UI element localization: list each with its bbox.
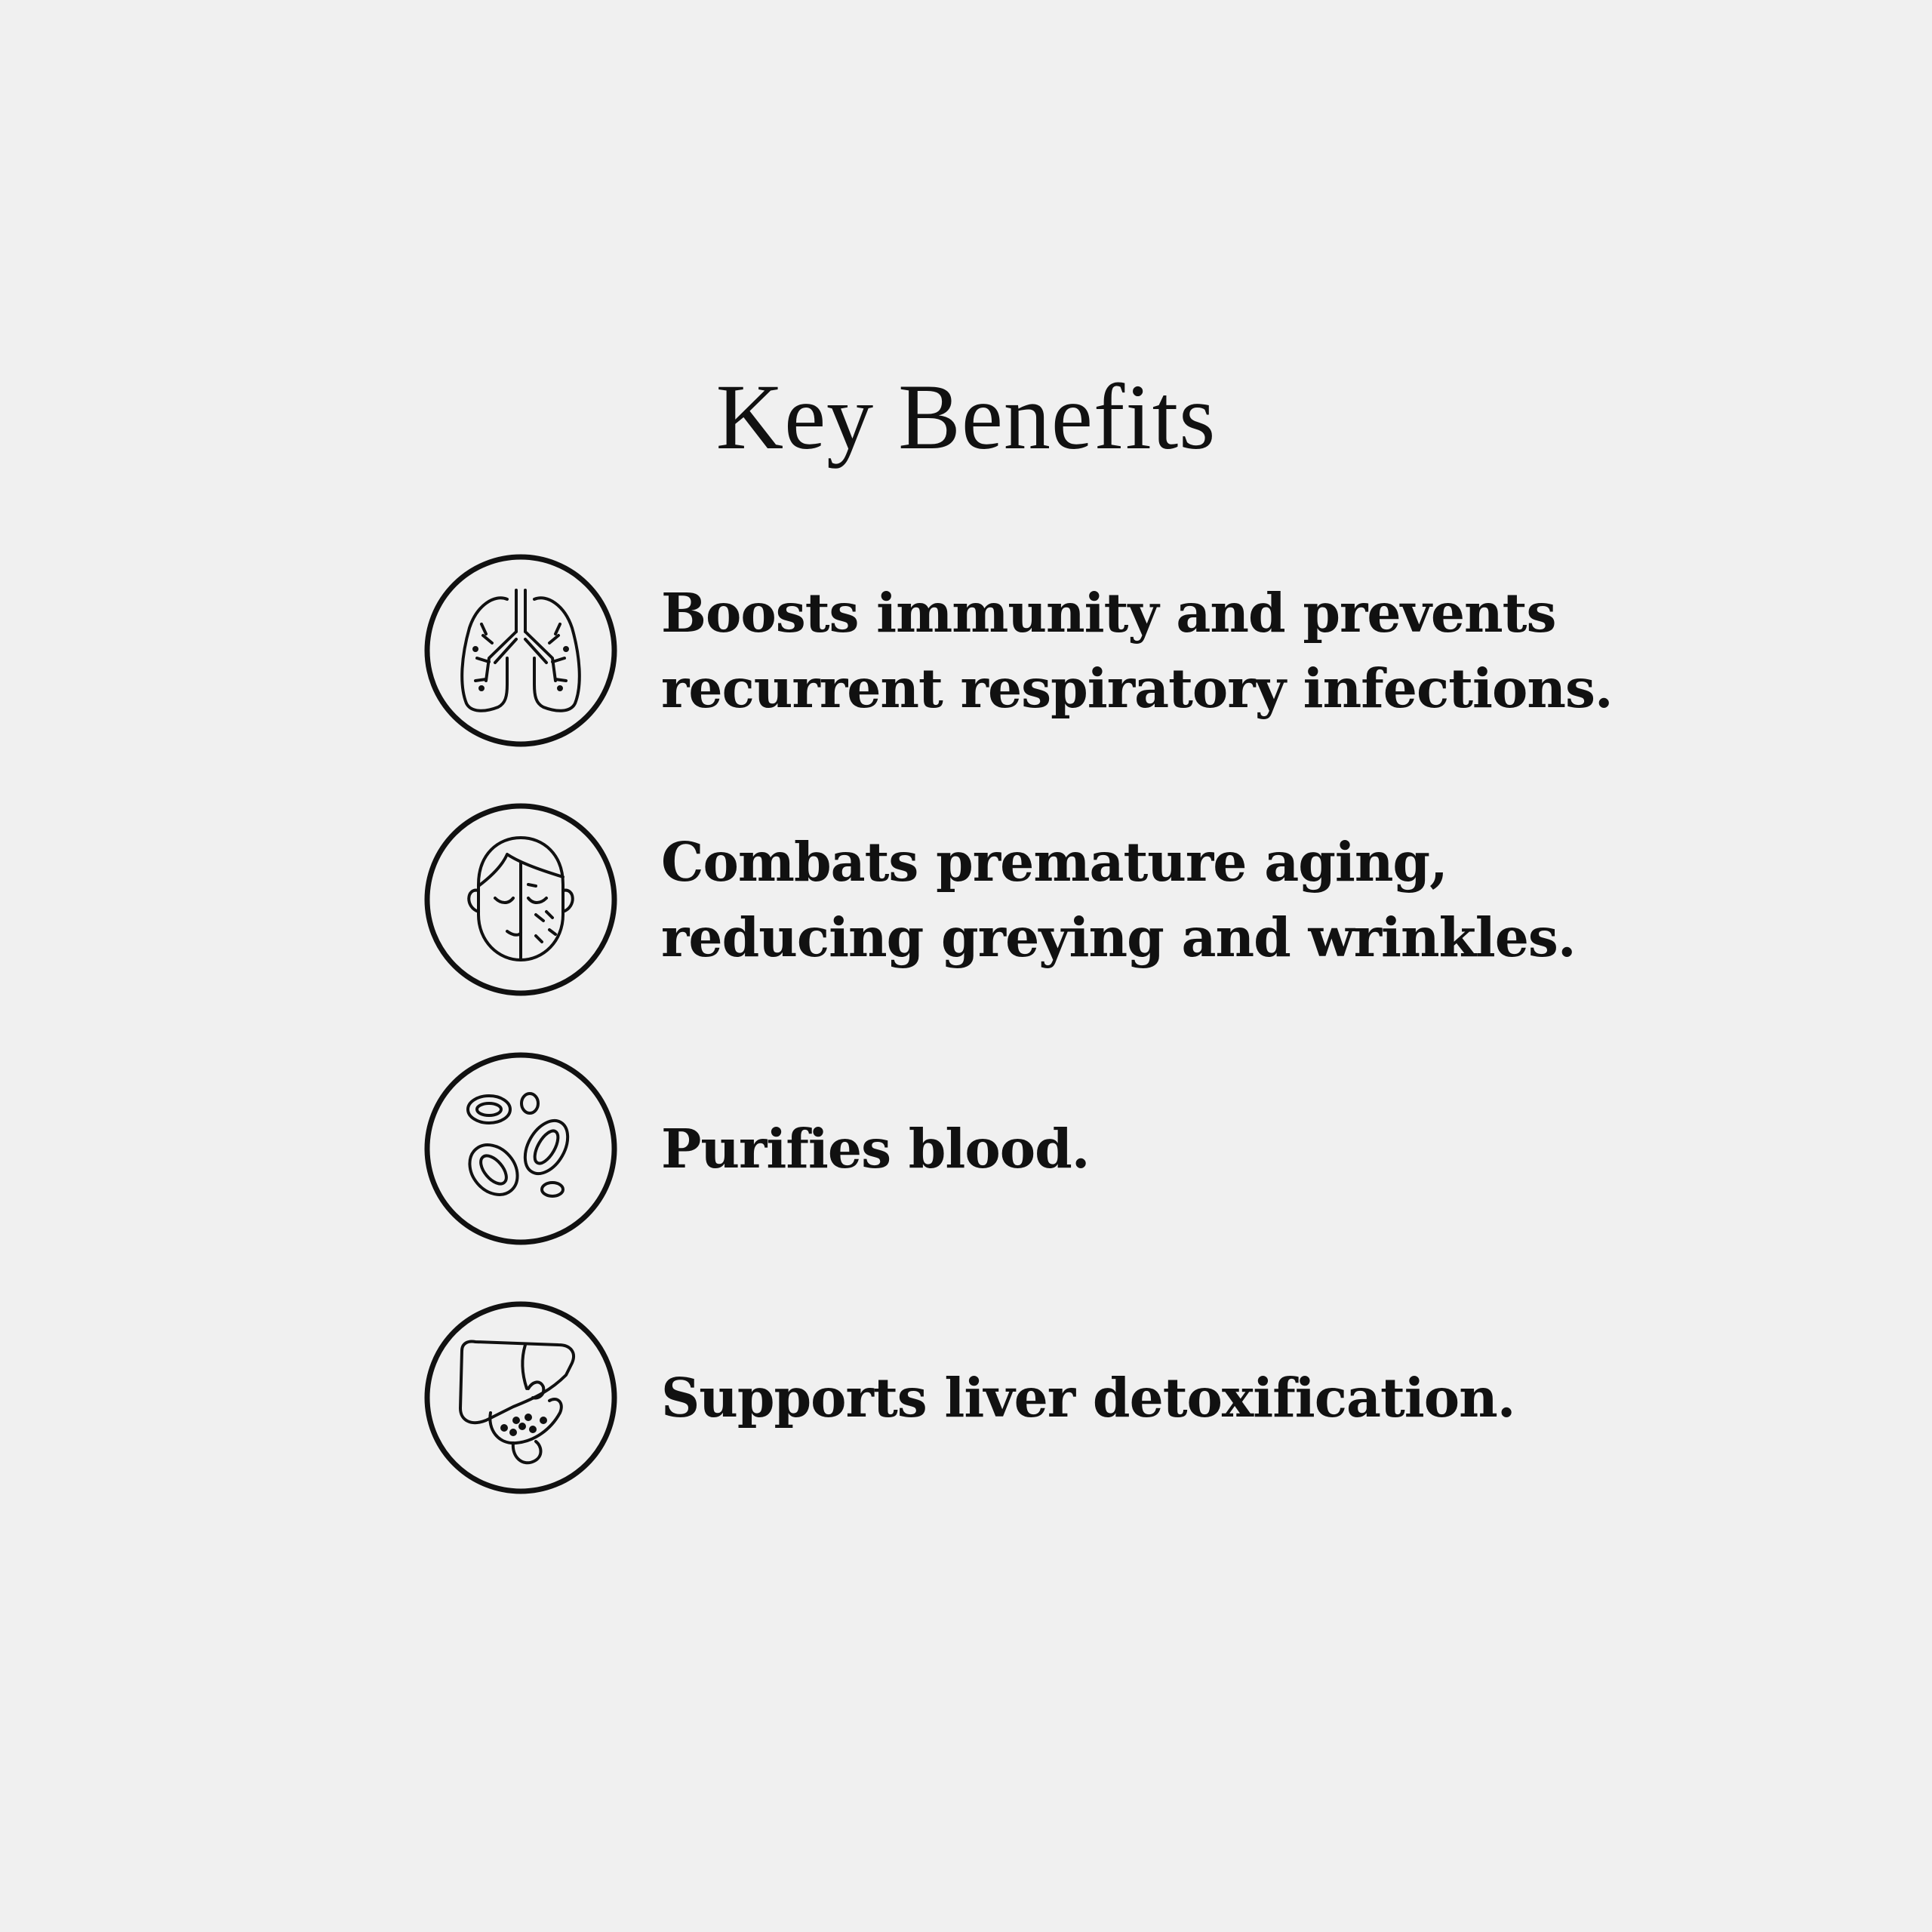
benefit-text: [661, 1051, 1642, 1247]
benefit-line: Combats premature aging,: [661, 830, 1447, 894]
benefit-line: Boosts immunity and prevents: [661, 581, 1556, 645]
aging-face-icon: [423, 801, 619, 998]
benefit-line: reducing greying and wrinkles.: [661, 906, 1576, 969]
benefit-line: recurrent respiratory infections.: [661, 657, 1613, 720]
liver-icon: [423, 1300, 619, 1496]
benefit-text: [661, 1300, 1642, 1496]
lungs-icon: [423, 552, 619, 749]
page-title: Key Benefits: [715, 365, 1217, 469]
benefit-item-immunity: [423, 552, 1613, 749]
benefit-line: Purifies blood.: [661, 1117, 1090, 1180]
benefit-line: Supports liver detoxification.: [661, 1366, 1515, 1429]
benefit-text: [661, 552, 1642, 749]
benefit-item-anti-aging: [423, 801, 1600, 998]
benefit-item-blood: [423, 1051, 1600, 1247]
blood-cells-icon: [423, 1051, 619, 1247]
benefit-item-liver: [423, 1300, 1600, 1496]
benefit-text: [661, 801, 1642, 998]
